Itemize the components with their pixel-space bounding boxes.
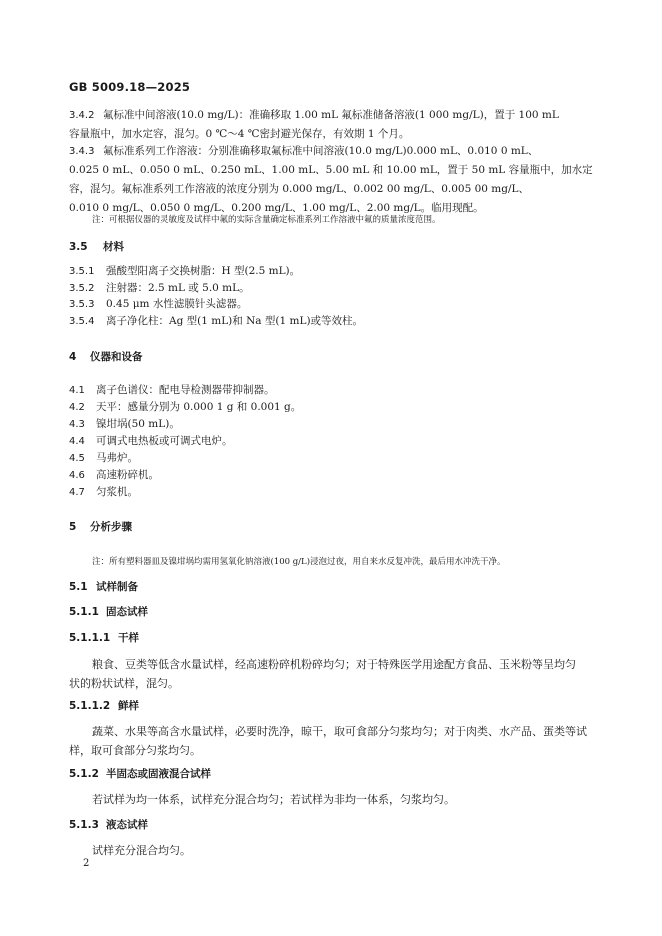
- heading-title: 干样: [118, 632, 139, 644]
- heading-number: 3.5: [69, 241, 88, 253]
- list-item: [69, 451, 138, 466]
- heading-3-5: [69, 239, 124, 254]
- item-text: 可调式电热板或可调式电炉。: [96, 435, 233, 447]
- heading-5-1: [69, 579, 138, 594]
- clause-3-4-3: [69, 142, 605, 218]
- item-number: 4.3: [69, 419, 85, 430]
- list-item: [69, 314, 363, 329]
- body-line: 蔬菜、水果等高含水量试样，必要时洗净，晾干，取可食部分匀浆均匀；对于肉类、水产品、蛋类等试: [92, 725, 587, 738]
- item-number: 4.1: [69, 385, 85, 396]
- heading-number: 5.1: [69, 581, 88, 593]
- body-paragraph: [92, 790, 606, 809]
- heading-5-1-3: [69, 817, 148, 832]
- standard-code: GB 5009.18—2025: [69, 80, 191, 94]
- item-number: 4.2: [69, 402, 85, 413]
- item-number: 3.5.1: [69, 266, 95, 277]
- item-number: 3.5.3: [69, 299, 95, 310]
- item-number: 4.6: [69, 470, 85, 481]
- heading-title: 材料: [103, 241, 124, 253]
- item-text: 离子净化柱：Ag 型(1 mL)和 Na 型(1 mL)或等效柱。: [106, 315, 364, 327]
- item-text: 马弗炉。: [96, 452, 138, 464]
- heading-5: [69, 519, 132, 534]
- clause-3-4-2: [69, 106, 605, 144]
- item-text: 匀浆机。: [96, 486, 138, 498]
- item-text: 离子色谱仪：配电导检测器带抑制器。: [96, 384, 275, 396]
- list-item: [69, 281, 250, 296]
- clause-text-line: 0.010 0 mg/L、0.050 0 mg/L、0.200 mg/L、1.00 mg/L、2.00 mg/L。临用现配。: [69, 202, 484, 214]
- item-text: 高速粉碎机。: [96, 469, 159, 481]
- heading-number: 5.1.1.1: [69, 632, 111, 644]
- heading-5-1-1-1: [69, 630, 139, 645]
- heading-number: 5.1.3: [69, 819, 99, 831]
- heading-5-1-1: [69, 604, 148, 619]
- list-item: [69, 417, 180, 432]
- list-item: [69, 468, 159, 483]
- heading-number: 5.1.1: [69, 606, 99, 618]
- note-cleaning: 注：所有塑料器皿及镍坩埚均需用氢氧化钠溶液(100 g/L)浸泡过夜，用自来水反复冲洗，最后用水冲洗干净。: [92, 557, 506, 567]
- heading-title: 鲜样: [118, 700, 139, 712]
- body-paragraph: [69, 655, 606, 693]
- heading-number: 5: [69, 521, 77, 533]
- list-item: [69, 400, 301, 415]
- heading-title: 仪器和设备: [90, 351, 143, 363]
- body-line: 粮食、豆类等低含水量试样，经高速粉碎机粉碎均匀；对于特殊医学用途配方食品、玉米粉等呈均匀: [92, 658, 576, 671]
- clause-text-line: 容，混匀。氟标准系列工作溶液的浓度分别为 0.000 mg/L、0.002 00 mg/L、0.005 00 mg/L、: [69, 183, 529, 195]
- item-text: 镍坩埚(50 mL)。: [96, 418, 180, 430]
- list-item: [69, 383, 275, 398]
- item-text: 0.45 μm 水性滤膜针头滤器。: [106, 298, 248, 310]
- clause-number: 3.4.3: [69, 146, 95, 157]
- list-item: [69, 485, 138, 500]
- body-line: 样，取可食部分匀浆均匀。: [69, 744, 201, 757]
- item-number: 3.5.2: [69, 283, 95, 294]
- item-number: 4.5: [69, 453, 85, 464]
- clause-text-line: 氟标准系列工作溶液：分别准确移取氟标准中间溶液(10.0 mg/L)0.000 mL、0.010 0 mL、: [103, 145, 539, 157]
- clause-number: 3.4.2: [69, 110, 95, 121]
- heading-title: 液态试样: [106, 819, 148, 831]
- body-line: 若试样为均一体系，试样充分混合均匀；若试样为非均一体系，匀浆均匀。: [92, 793, 455, 806]
- heading-number: 5.1.2: [69, 768, 99, 780]
- item-number: 3.5.4: [69, 316, 95, 327]
- body-paragraph: [92, 841, 606, 860]
- heading-title: 固态试样: [106, 606, 148, 618]
- clause-text-line: 容量瓶中，加水定容，混匀。0 ℃～4 ℃密封避光保存，有效期 1 个月。: [69, 128, 410, 140]
- heading-4: [69, 349, 143, 364]
- item-text: 强酸型阳离子交换树脂：H 型(2.5 mL)。: [106, 265, 301, 277]
- heading-number: 5.1.1.2: [69, 700, 111, 712]
- note-standard-range: 注：可根据仪器的灵敏度及试样中氟的实际含量确定标准系列工作溶液中氟的质量浓度范围。: [92, 215, 441, 225]
- heading-title: 半固态或固液混合试样: [106, 768, 211, 780]
- page-number: 2: [83, 858, 90, 869]
- list-item: [69, 297, 247, 312]
- heading-5-1-2: [69, 766, 211, 781]
- item-number: 4.7: [69, 487, 85, 498]
- clause-text-line: 0.025 0 mL、0.050 0 mL、0.250 mL、1.00 mL、5.00 mL 和 10.00 mL，置于 50 mL 容量瓶中，加水定: [69, 164, 593, 176]
- heading-number: 4: [69, 351, 77, 363]
- heading-title: 分析步骤: [90, 521, 132, 533]
- item-text: 天平：感量分别为 0.000 1 g 和 0.001 g。: [96, 401, 302, 413]
- heading-title: 试样制备: [96, 581, 138, 593]
- heading-5-1-1-2: [69, 698, 139, 713]
- body-line: 状的粉状试样，混匀。: [69, 677, 179, 690]
- list-item: [69, 434, 233, 449]
- item-text: 注射器：2.5 mL 或 5.0 mL。: [106, 282, 250, 294]
- clause-text-line: 氟标准中间溶液(10.0 mg/L)：准确移取 1.00 mL 氟标准储备溶液(1 000 mg/L)，置于 100 mL: [103, 109, 559, 121]
- body-paragraph: [69, 722, 606, 760]
- item-number: 4.4: [69, 436, 85, 447]
- list-item: [69, 264, 300, 279]
- body-line: 试样充分混合均匀。: [92, 844, 191, 857]
